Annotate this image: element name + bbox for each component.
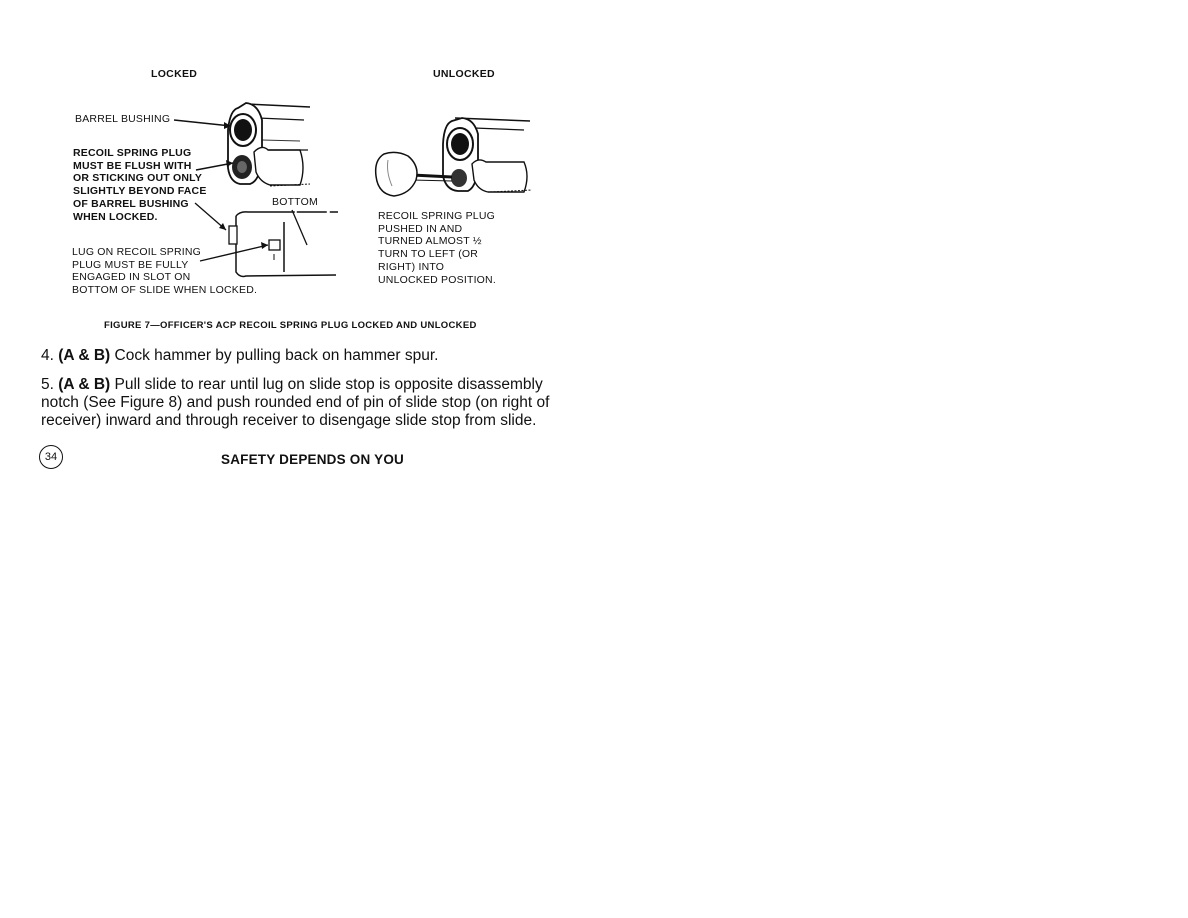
step-text: Cock hammer by pulling back on hammer spur. [114,347,439,364]
step-5 [41,376,581,430]
step-tag: (A & B) [58,347,111,364]
page-number: 34 [39,445,63,469]
recoil-plug-flush-label: RECOIL SPRING PLUG MUST BE FLUSH WITH OR STICKING OUT ONLY SLIGHTLY BEYOND FACE OF BARREL BUSHING WHEN LOCKED. [73,147,207,223]
figure-caption: FIGURE 7—OFFICER'S ACP RECOIL SPRING PLUG LOCKED AND UNLOCKED [104,320,477,331]
barrel-bushing-label: BARREL BUSHING [75,113,171,125]
footer-text: SAFETY DEPENDS ON YOU [221,452,404,467]
step-number: 5. [41,376,54,393]
step-text: Pull slide to rear until lug on slide stop is opposite disassembly notch (See Figure 8) and push rounded end of pin of slide stop (on right of receiver) inward and through receiver to disengage slide stop from slide. [41,376,550,429]
lug-label: LUG ON RECOIL SPRING PLUG MUST BE FULLY ENGAGED IN SLOT ON BOTTOM OF SLIDE WHEN LOCKED. [72,246,258,297]
unlocked-description-label: RECOIL SPRING PLUG PUSHED IN AND TURNED ALMOST ½ TURN TO LEFT (OR RIGHT) INTO UNLOCKED POSITION. [378,210,496,286]
bottom-label: BOTTOM [272,196,318,208]
step-tag: (A & B) [58,376,111,393]
unlocked-muzzle-illustration [0,0,560,220]
step-number: 4. [41,347,54,364]
unlocked-header: UNLOCKED [433,68,495,80]
step-4 [41,347,581,365]
locked-header: LOCKED [151,68,198,80]
